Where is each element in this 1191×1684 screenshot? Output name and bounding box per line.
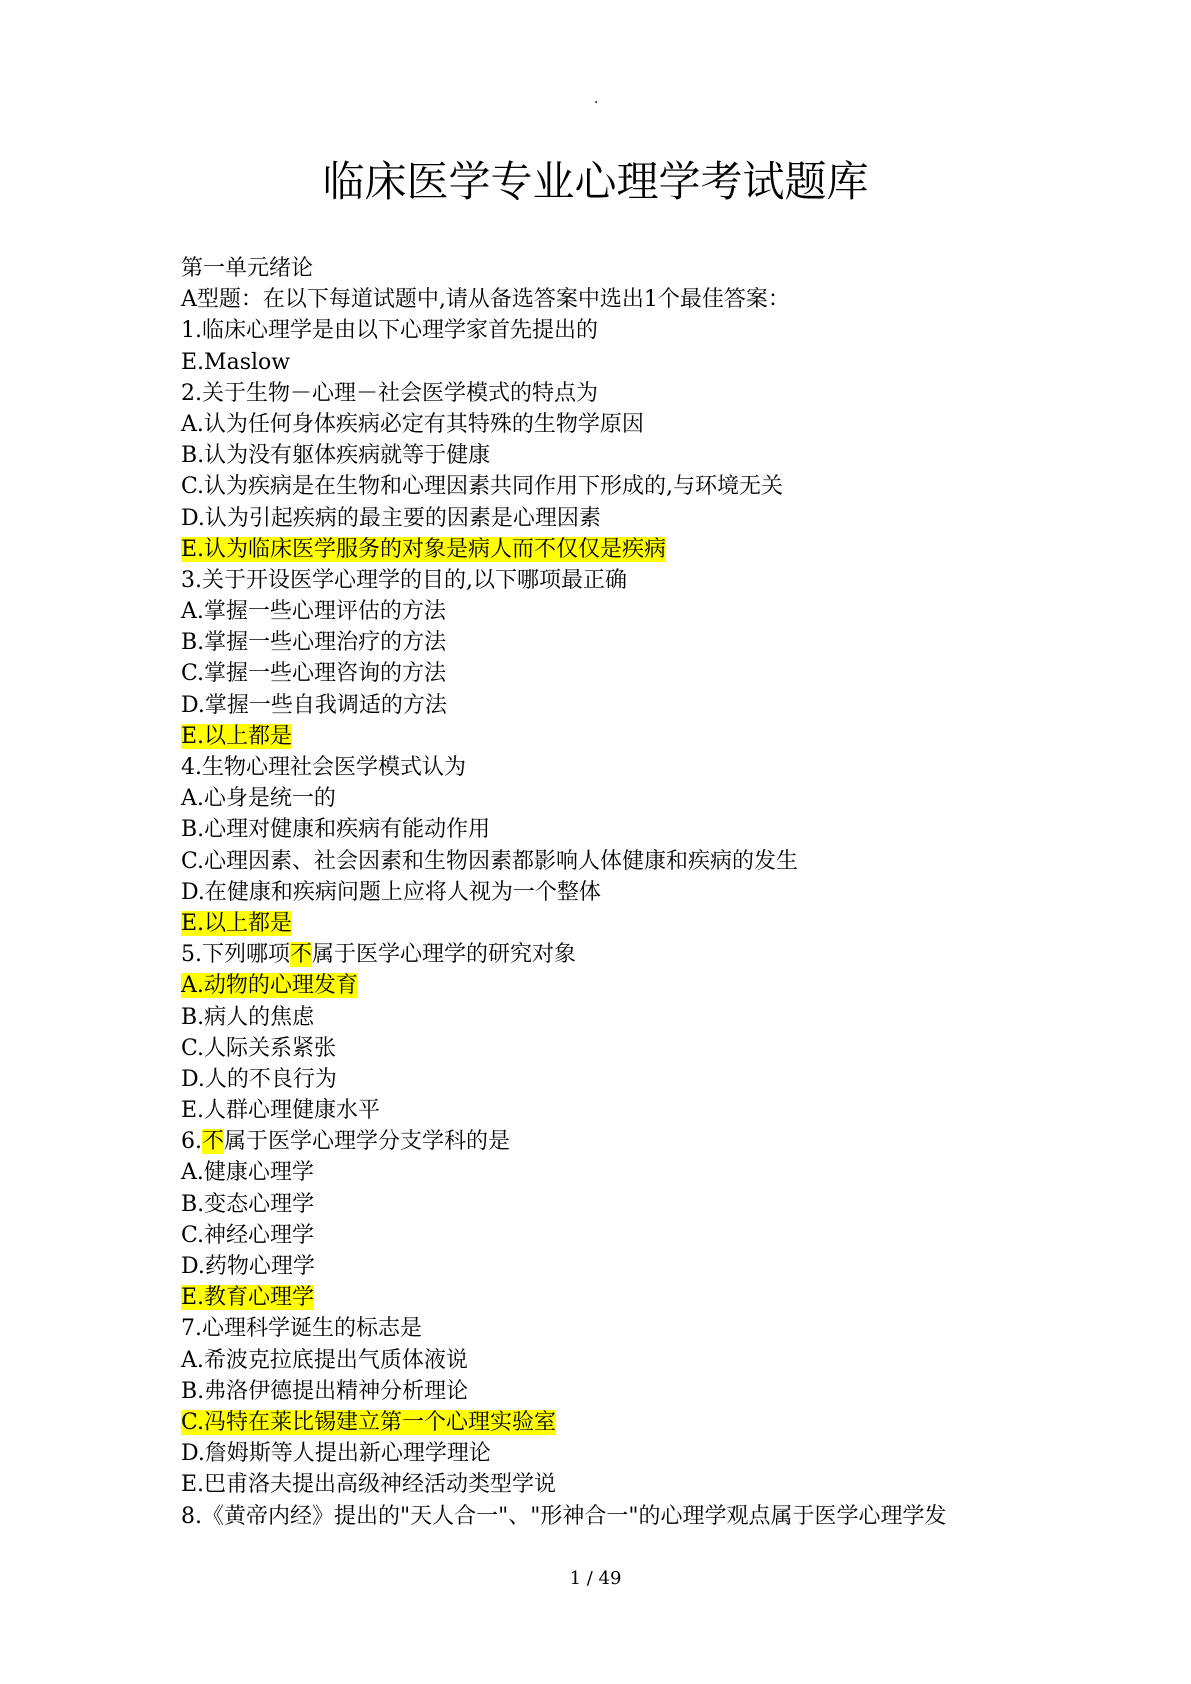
line-text: 1.临床心理学是由以下心理学家首先提出的 bbox=[181, 318, 598, 344]
text-line bbox=[181, 1469, 1081, 1500]
highlighted-text: 不 bbox=[202, 1129, 225, 1155]
line-text: D.掌握一些自我调适的方法 bbox=[181, 692, 447, 718]
line-text: B.认为没有躯体疾病就等于健康 bbox=[181, 443, 491, 469]
text-line bbox=[181, 315, 1081, 346]
text-line bbox=[181, 1282, 1081, 1313]
line-text: A.认为任何身体疾病必定有其特殊的生物学原因 bbox=[181, 411, 644, 437]
text-segment: 5.下列哪项 bbox=[181, 942, 290, 968]
line-text: C.认为疾病是在生物和心理因素共同作用下形成的,与环境无关 bbox=[181, 474, 784, 500]
text-line bbox=[181, 721, 1081, 752]
text-segment: 属于医学心理学分支学科的是 bbox=[224, 1129, 511, 1155]
text-line bbox=[181, 627, 1081, 658]
text-line bbox=[181, 1126, 1081, 1157]
highlighted-text: 不 bbox=[290, 942, 313, 968]
text-line bbox=[181, 440, 1081, 471]
text-line bbox=[181, 471, 1081, 502]
line-text: 第一单元绪论 bbox=[181, 256, 314, 281]
text-line bbox=[181, 1002, 1081, 1033]
page-number: 1 / 49 bbox=[569, 1568, 622, 1589]
text-line bbox=[181, 1313, 1081, 1344]
line-text: B.弗洛伊德提出精神分析理论 bbox=[181, 1378, 469, 1404]
line-text: D.人的不良行为 bbox=[181, 1066, 337, 1092]
line-text: C.神经心理学 bbox=[181, 1222, 315, 1248]
text-line bbox=[181, 253, 1081, 284]
text-line bbox=[181, 1251, 1081, 1282]
line-text: E.巴甫洛夫提出高级神经活动类型学说 bbox=[181, 1472, 557, 1498]
text-line bbox=[181, 1501, 1081, 1532]
text-line bbox=[181, 1095, 1081, 1126]
text-line bbox=[181, 1345, 1081, 1376]
line-text: 3.关于开设医学心理学的目的,以下哪项最正确 bbox=[181, 567, 627, 593]
line-text: B.病人的焦虑 bbox=[181, 1004, 315, 1030]
text-line bbox=[181, 1220, 1081, 1251]
highlighted-answer: E.认为临床医学服务的对象是病人而不仅仅是疾病 bbox=[181, 536, 667, 562]
document-title: 临床医学专业心理学考试题库 bbox=[322, 157, 869, 206]
highlighted-answer: C.冯特在莱比锡建立第一个心理实验室 bbox=[181, 1409, 557, 1435]
text-line bbox=[181, 783, 1081, 814]
text-line bbox=[181, 970, 1081, 1001]
line-text: 7.心理科学诞生的标志是 bbox=[181, 1316, 422, 1342]
text-line bbox=[181, 534, 1081, 565]
line-text: C.掌握一些心理咨询的方法 bbox=[181, 661, 447, 687]
text-line bbox=[181, 565, 1081, 596]
line-text: A.希波克拉底提出气质体液说 bbox=[181, 1347, 468, 1373]
text-segment: 属于医学心理学的研究对象 bbox=[312, 942, 577, 968]
text-line bbox=[181, 378, 1081, 409]
highlighted-answer: A.动物的心理发育 bbox=[181, 973, 358, 999]
line-text: E.Maslow bbox=[181, 349, 291, 375]
line-text: A.掌握一些心理评估的方法 bbox=[181, 599, 446, 625]
text-segment: 6. bbox=[181, 1129, 202, 1155]
line-text: B.掌握一些心理治疗的方法 bbox=[181, 630, 447, 656]
text-line bbox=[181, 658, 1081, 689]
line-text: 2.关于生物－心理－社会医学模式的特点为 bbox=[181, 380, 598, 406]
text-line bbox=[181, 596, 1081, 627]
line-text: D.认为引起疾病的最主要的因素是心理因素 bbox=[181, 505, 601, 531]
text-line bbox=[181, 908, 1081, 939]
line-text: D.药物心理学 bbox=[181, 1254, 315, 1279]
line-text: A.心身是统一的 bbox=[181, 786, 336, 812]
line-text: 4.生物心理社会医学模式认为 bbox=[181, 755, 466, 780]
text-line bbox=[181, 939, 1081, 970]
text-line bbox=[181, 1064, 1081, 1095]
text-line bbox=[181, 814, 1081, 845]
text-line bbox=[181, 1157, 1081, 1188]
text-line bbox=[181, 846, 1081, 877]
text-line bbox=[181, 347, 1081, 378]
text-line bbox=[181, 1033, 1081, 1064]
header-dot: . bbox=[594, 91, 599, 107]
line-text: A型题：在以下每道试题中,请从备选答案中选出1个最佳答案： bbox=[181, 287, 790, 313]
highlighted-answer: E.以上都是 bbox=[181, 723, 293, 749]
text-line bbox=[181, 752, 1081, 783]
line-text: D.在健康和疾病问题上应将人视为一个整体 bbox=[181, 879, 601, 905]
line-text: D.詹姆斯等人提出新心理学理论 bbox=[181, 1441, 491, 1467]
text-line bbox=[181, 503, 1081, 534]
line-text: E.人群心理健康水平 bbox=[181, 1098, 381, 1124]
text-line bbox=[181, 877, 1081, 908]
text-line bbox=[181, 690, 1081, 721]
line-text: B.变态心理学 bbox=[181, 1191, 315, 1217]
question-list bbox=[181, 253, 1081, 1532]
text-line bbox=[181, 409, 1081, 440]
text-line bbox=[181, 1189, 1081, 1220]
text-line bbox=[181, 1407, 1081, 1438]
line-text: C.人际关系紧张 bbox=[181, 1035, 337, 1061]
line-text: A.健康心理学 bbox=[181, 1160, 314, 1186]
line-text: C.心理因素、社会因素和生物因素都影响人体健康和疾病的发生 bbox=[181, 848, 799, 874]
text-line bbox=[181, 1376, 1081, 1407]
line-text: B.心理对健康和疾病有能动作用 bbox=[181, 817, 491, 843]
line-text: 8.《黄帝内经》提出的"天人合一"、"形神合一"的心理学观点属于医学心理学发 bbox=[181, 1503, 947, 1529]
highlighted-answer: E.教育心理学 bbox=[181, 1285, 315, 1311]
highlighted-answer: E.以上都是 bbox=[181, 910, 293, 936]
text-line bbox=[181, 1438, 1081, 1469]
text-line bbox=[181, 284, 1081, 315]
